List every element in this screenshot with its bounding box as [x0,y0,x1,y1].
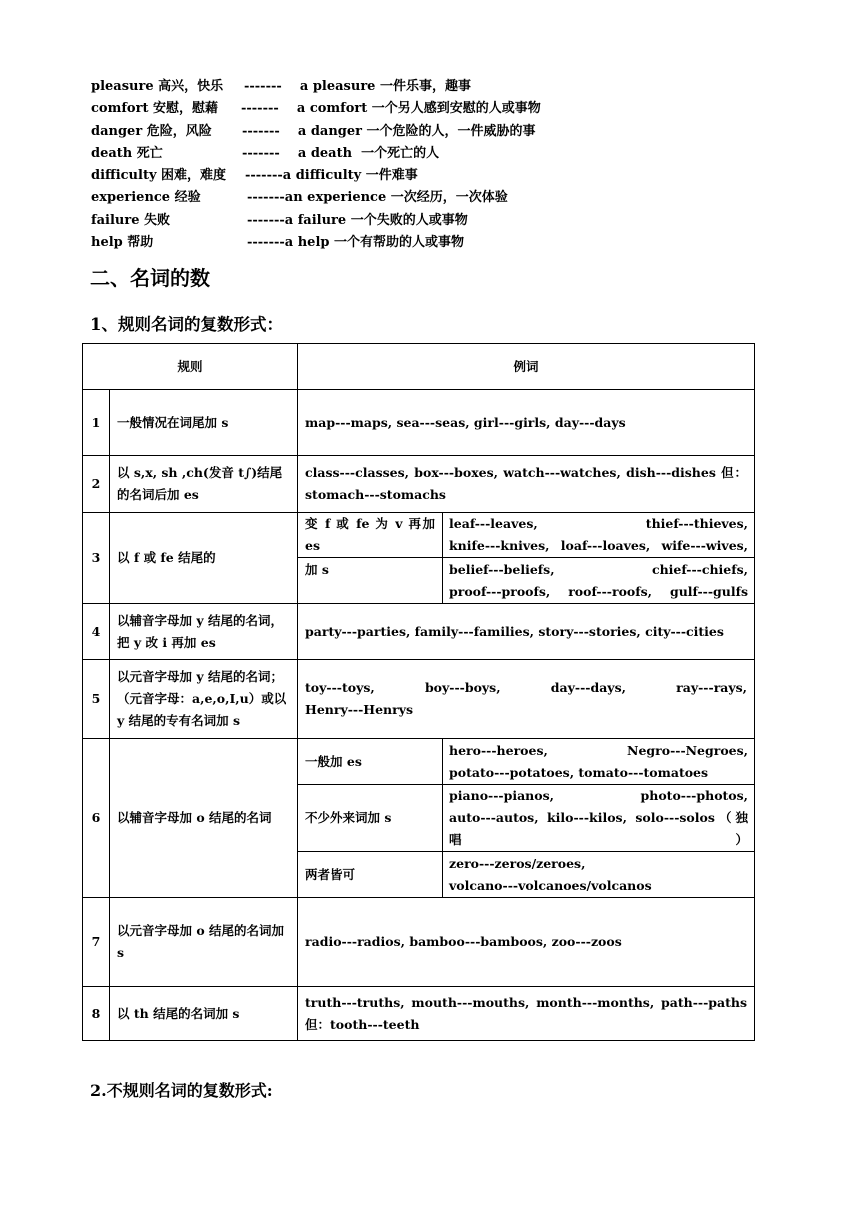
example-line: potato---potatoes, tomato---tomatoes [449,764,709,780]
condition-cell: 两者皆可 [298,852,443,898]
example-cell [443,785,755,852]
rule-cell: 以 th 结尾的名词加 s [110,987,298,1041]
example-cell [443,739,755,785]
plural-rules-table [82,343,755,1041]
table-row [83,898,755,987]
table-row [83,390,755,456]
vocab-derived: ------- a comfort 一个另人感到安慰的人或事物 [241,101,541,117]
example-cell [298,660,755,739]
row-number: 2 [83,456,110,513]
example-line: zero---zeros/zeroes, [449,855,586,871]
row-number: 6 [83,739,110,898]
condition-cell: 一般加 es [298,739,443,785]
example-line: class---classes, box---boxes, watch---watches, dish---dishes 但： [305,465,748,480]
example-cell [443,513,755,558]
example-cell [443,558,755,604]
vocab-word: death 死亡 [91,145,163,161]
example-line: truth---truths, mouth---mouths, month---months, path---paths [305,994,748,1010]
vocab-word: failure 失败 [91,212,170,228]
table-row [83,987,755,1041]
subsection-title-irregular-plurals: 2.不规则名词的复数形式: [90,1081,273,1100]
vocab-derived: ------- a danger 一个危险的人，一件威胁的事 [242,123,536,139]
header-rule: 规则 [83,344,298,390]
example-cell: party---parties, family---families, story---stories, city---cities [298,604,755,660]
table-row [83,660,755,739]
row-number: 5 [83,660,110,739]
example-line: knife---knives, loaf---loaves, wife---wives, [449,538,749,553]
vocab-word: comfort 安慰，慰藉 [91,101,218,117]
vocab-derived: -------a difficulty 一件难事 [245,168,418,184]
vocab-derived: ------- a pleasure 一件乐事，趣事 [244,79,471,94]
row-number: 1 [83,390,110,456]
rule-cell: 以元音字母加 y 结尾的名词；（元音字母：a,e,o,I,u）或以 y 结尾的专有名词加 s [110,660,298,739]
vocab-derived: -------a help 一个有帮助的人或事物 [247,235,464,251]
example-line: Henry---Henrys [305,702,414,717]
vocab-word: help 帮助 [91,235,154,251]
example-cell: map---maps, sea---seas, girl---girls, day---days [298,390,755,456]
row-number: 8 [83,987,110,1041]
example-line: stomach---stomachs [305,487,446,502]
vocab-word: danger 危险，风险 [91,123,212,139]
vocab-derived: -------an experience 一次经历，一次体验 [247,190,508,206]
example-cell [298,987,755,1041]
example-line: proof---proofs, roof---roofs, gulf---gulfs [449,583,749,599]
example-line: hero---heroes, Negro---Negroes, [449,742,749,758]
example-line: leaf---leaves, thief---thieves, [449,516,749,531]
table-row [83,604,755,660]
table-row [83,456,755,513]
rule-cell: 以 f 或 fe 结尾的 [110,513,298,604]
section-title: 二、名词的数 [90,266,210,290]
example-line: auto---autos, kilo---kilos, solo---solos（独唱） [449,810,749,847]
table-row [83,513,755,558]
rule-cell: 以辅音字母加 y 结尾的名词，把 y 改 i 再加 es [110,604,298,660]
condition-cell: 变 f 或 fe 为 v 再加 es [298,513,443,558]
vocab-derived: -------a failure 一个失败的人或事物 [247,212,468,228]
example-cell [298,456,755,513]
row-number: 7 [83,898,110,987]
example-line: volcano---volcanoes/volcanos [449,877,652,893]
vocab-word: difficulty 困难，难度 [91,168,227,184]
condition-cell: 加 s [298,558,443,604]
example-cell [443,852,755,898]
example-line: belief---beliefs, chief---chiefs, [449,561,749,577]
table-header-row [83,344,755,390]
rule-cell: 以辅音字母加 o 结尾的名词 [110,739,298,898]
rule-cell: 以元音字母加 o 结尾的名词加 s [110,898,298,987]
example-line: toy---toys, boy---boys, day---days, ray---rays, [305,680,748,695]
example-line: piano---pianos, photo---photos, [449,788,749,803]
rule-cell: 一般情况在词尾加 s [110,390,298,456]
subsection-title-regular-plurals: 1、规则名词的复数形式： [90,315,283,334]
condition-cell: 不少外来词加 s [298,785,443,852]
row-number: 3 [83,513,110,604]
header-example: 例词 [298,344,755,390]
example-line: 但：tooth---teeth [305,1016,420,1032]
example-cell: radio---radios, bamboo---bamboos, zoo---zoos [298,898,755,987]
vocab-word: experience 经验 [91,190,201,206]
row-number: 4 [83,604,110,660]
vocab-derived: ------- a death 一个死亡的人 [242,145,440,161]
vocab-word: pleasure 高兴，快乐 [91,79,224,94]
table-row [83,739,755,785]
rule-cell: 以 s,x, sh ,ch(发音 t∫)结尾的名词后加 es [110,456,298,513]
